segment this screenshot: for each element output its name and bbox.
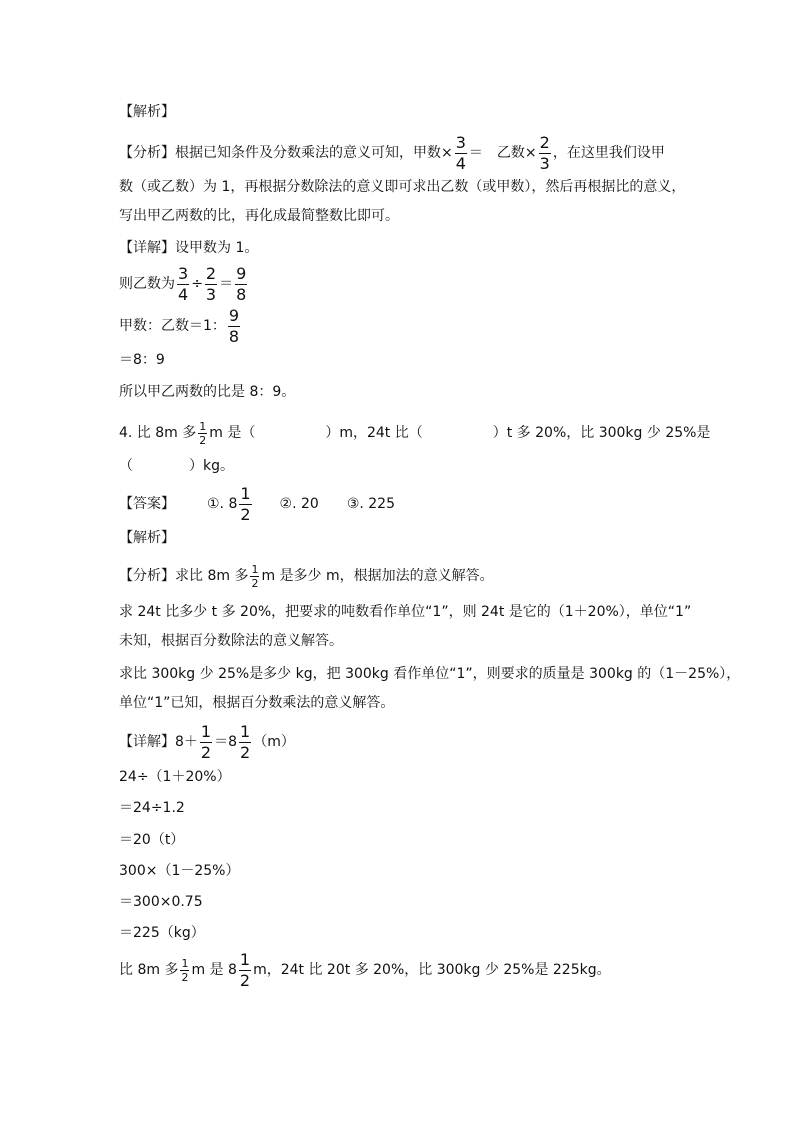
denominator: 8 xyxy=(228,326,240,346)
numerator: 9 xyxy=(236,263,247,283)
denominator: 2 xyxy=(200,742,212,762)
final-text: m 是 8 xyxy=(191,962,237,978)
denominator: 2 xyxy=(181,970,189,984)
jiexi-label: 【解析】 xyxy=(119,530,175,546)
fenxi-text: 求比 300kg 少 25%是多少 kg，把 300kg 看作单位“1”，则要求的质量是 300kg 的（1－25%）， xyxy=(119,666,741,682)
numerator: 1 xyxy=(240,483,251,503)
fraction xyxy=(180,958,189,983)
calc-text: ＝20（t） xyxy=(119,832,185,848)
q4-fenxi-line-1 xyxy=(119,561,494,591)
q4-answer xyxy=(119,483,395,524)
fraction xyxy=(455,132,467,173)
denominator: 8 xyxy=(236,284,247,304)
denominator: 2 xyxy=(240,504,251,524)
answer-label: 【答案】 xyxy=(119,496,175,512)
denominator: 2 xyxy=(240,742,251,762)
numerator: 1 xyxy=(240,721,251,741)
calc-text: ＝300×0.75 xyxy=(119,894,203,910)
calc-step-3 xyxy=(119,349,165,371)
fraction xyxy=(250,564,259,589)
calc-step-1 xyxy=(119,263,249,304)
fenxi-line-2 xyxy=(119,176,685,198)
unit-text: （m） xyxy=(253,734,295,750)
q3-conclusion xyxy=(119,381,295,403)
fenxi-text: 【分析】根据已知条件及分数乘法的意义可知，甲数× xyxy=(119,145,453,161)
fraction xyxy=(200,721,212,762)
q4-question-line-2 xyxy=(119,455,234,477)
conclusion-text: 所以甲乙两数的比是 8：9。 xyxy=(119,384,296,400)
jiexi-heading xyxy=(119,101,175,123)
answer-1: ①. 8 xyxy=(207,496,238,512)
divide-sign: ÷ xyxy=(191,276,203,292)
fraction xyxy=(539,132,551,173)
numerator: 1 xyxy=(200,721,212,741)
q4-final-line xyxy=(119,949,611,990)
denominator: 3 xyxy=(205,284,217,304)
fraction xyxy=(198,421,207,446)
fenxi-text: 写出甲乙两数的比，再化成最简整数比即可。 xyxy=(119,208,399,224)
denominator: 3 xyxy=(539,153,550,173)
calc-step xyxy=(119,891,203,913)
fenxi-text: m 是多少 m，根据加法的意义解答。 xyxy=(261,568,494,584)
calc-step xyxy=(119,922,205,944)
denominator: 4 xyxy=(455,153,466,173)
calc-text: 甲数：乙数＝1： xyxy=(119,318,226,334)
calc-step xyxy=(119,829,184,851)
q4-fenxi-p3-line-2 xyxy=(119,692,394,714)
final-text: m，24t 比 20t 多 20%，比 300kg 少 25%是 225kg。 xyxy=(253,962,611,978)
answer-3: ③. 225 xyxy=(346,496,395,512)
fenxi-text: 乙数× xyxy=(496,145,537,161)
xiangjie-heading xyxy=(119,237,258,259)
fraction xyxy=(239,483,251,524)
equals-sign: ＝ xyxy=(219,276,234,292)
denominator: 4 xyxy=(178,284,189,304)
calc-text: 则乙数为 xyxy=(119,276,175,292)
numerator: 2 xyxy=(539,132,550,152)
xiangjie-text: 【详解】设甲数为 1。 xyxy=(119,240,259,256)
fenxi-text: 求 24t 比多少 t 多 20%，把要求的吨数看作单位“1”，则 24t 是它的（1＋20%），单位“1” xyxy=(119,604,692,620)
fraction xyxy=(205,263,217,304)
numerator: 9 xyxy=(228,305,240,325)
fraction xyxy=(239,949,251,990)
xiangjie-text: 【详解】8＋ xyxy=(119,734,198,750)
calc-text: ＝8：9 xyxy=(119,352,165,368)
numerator: 3 xyxy=(455,132,466,152)
calc-step xyxy=(119,797,185,819)
numerator: 1 xyxy=(181,956,189,970)
q4-jiexi-heading xyxy=(119,527,175,549)
q4-question-line-1 xyxy=(119,418,710,448)
xiangjie-text: ＝8 xyxy=(214,734,238,750)
calc-text: 300×（1－25%） xyxy=(119,863,240,879)
numerator: 1 xyxy=(199,419,207,433)
fraction xyxy=(177,263,189,304)
fenxi-line-3 xyxy=(119,205,399,227)
denominator: 2 xyxy=(199,433,207,447)
fenxi-text: 单位“1”已知，根据百分数乘法的意义解答。 xyxy=(119,695,395,711)
equals-sign: ＝ xyxy=(468,145,483,161)
fenxi-text: 【分析】求比 8m 多 xyxy=(119,568,249,584)
fraction xyxy=(228,305,240,346)
denominator: 2 xyxy=(251,576,259,590)
calc-text: ＝24÷1.2 xyxy=(119,800,185,816)
question-text: m 是（ ）m，24t 比（ ）t 多 20%，比 300kg 少 25%是 xyxy=(209,425,711,441)
numerator: 2 xyxy=(205,263,217,283)
calc-step xyxy=(119,860,239,882)
fenxi-text: 未知，根据百分数除法的意义解答。 xyxy=(119,633,343,649)
jiexi-label: 【解析】 xyxy=(119,104,175,120)
final-text: 比 8m 多 xyxy=(119,962,179,978)
q4-fenxi-p2-line-2 xyxy=(119,630,343,652)
q4-xiangjie-line xyxy=(119,721,295,762)
numerator: 1 xyxy=(239,949,251,969)
denominator: 2 xyxy=(239,970,251,990)
fenxi-text: 数（或乙数）为 1，再根据分数除法的意义即可求出乙数（或甲数），然后再根据比的意义， xyxy=(119,179,686,195)
fraction xyxy=(239,721,251,762)
fenxi-line-1 xyxy=(119,132,665,173)
q4-fenxi-p3-line-1 xyxy=(119,663,740,685)
fraction xyxy=(235,263,247,304)
calc-step-2 xyxy=(119,305,242,346)
calc-step xyxy=(119,766,231,788)
question-text: 4. 比 8m 多 xyxy=(119,425,197,441)
calc-text: 24÷（1＋20%） xyxy=(119,769,231,785)
q4-fenxi-p2-line-1 xyxy=(119,601,691,623)
numerator: 3 xyxy=(178,263,189,283)
question-text: （ ）kg。 xyxy=(119,458,234,474)
calc-text: ＝225（kg） xyxy=(119,925,205,941)
numerator: 1 xyxy=(251,562,259,576)
answer-2: ②. 20 xyxy=(279,496,319,512)
fenxi-text: ，在这里我们设甲 xyxy=(552,145,665,161)
